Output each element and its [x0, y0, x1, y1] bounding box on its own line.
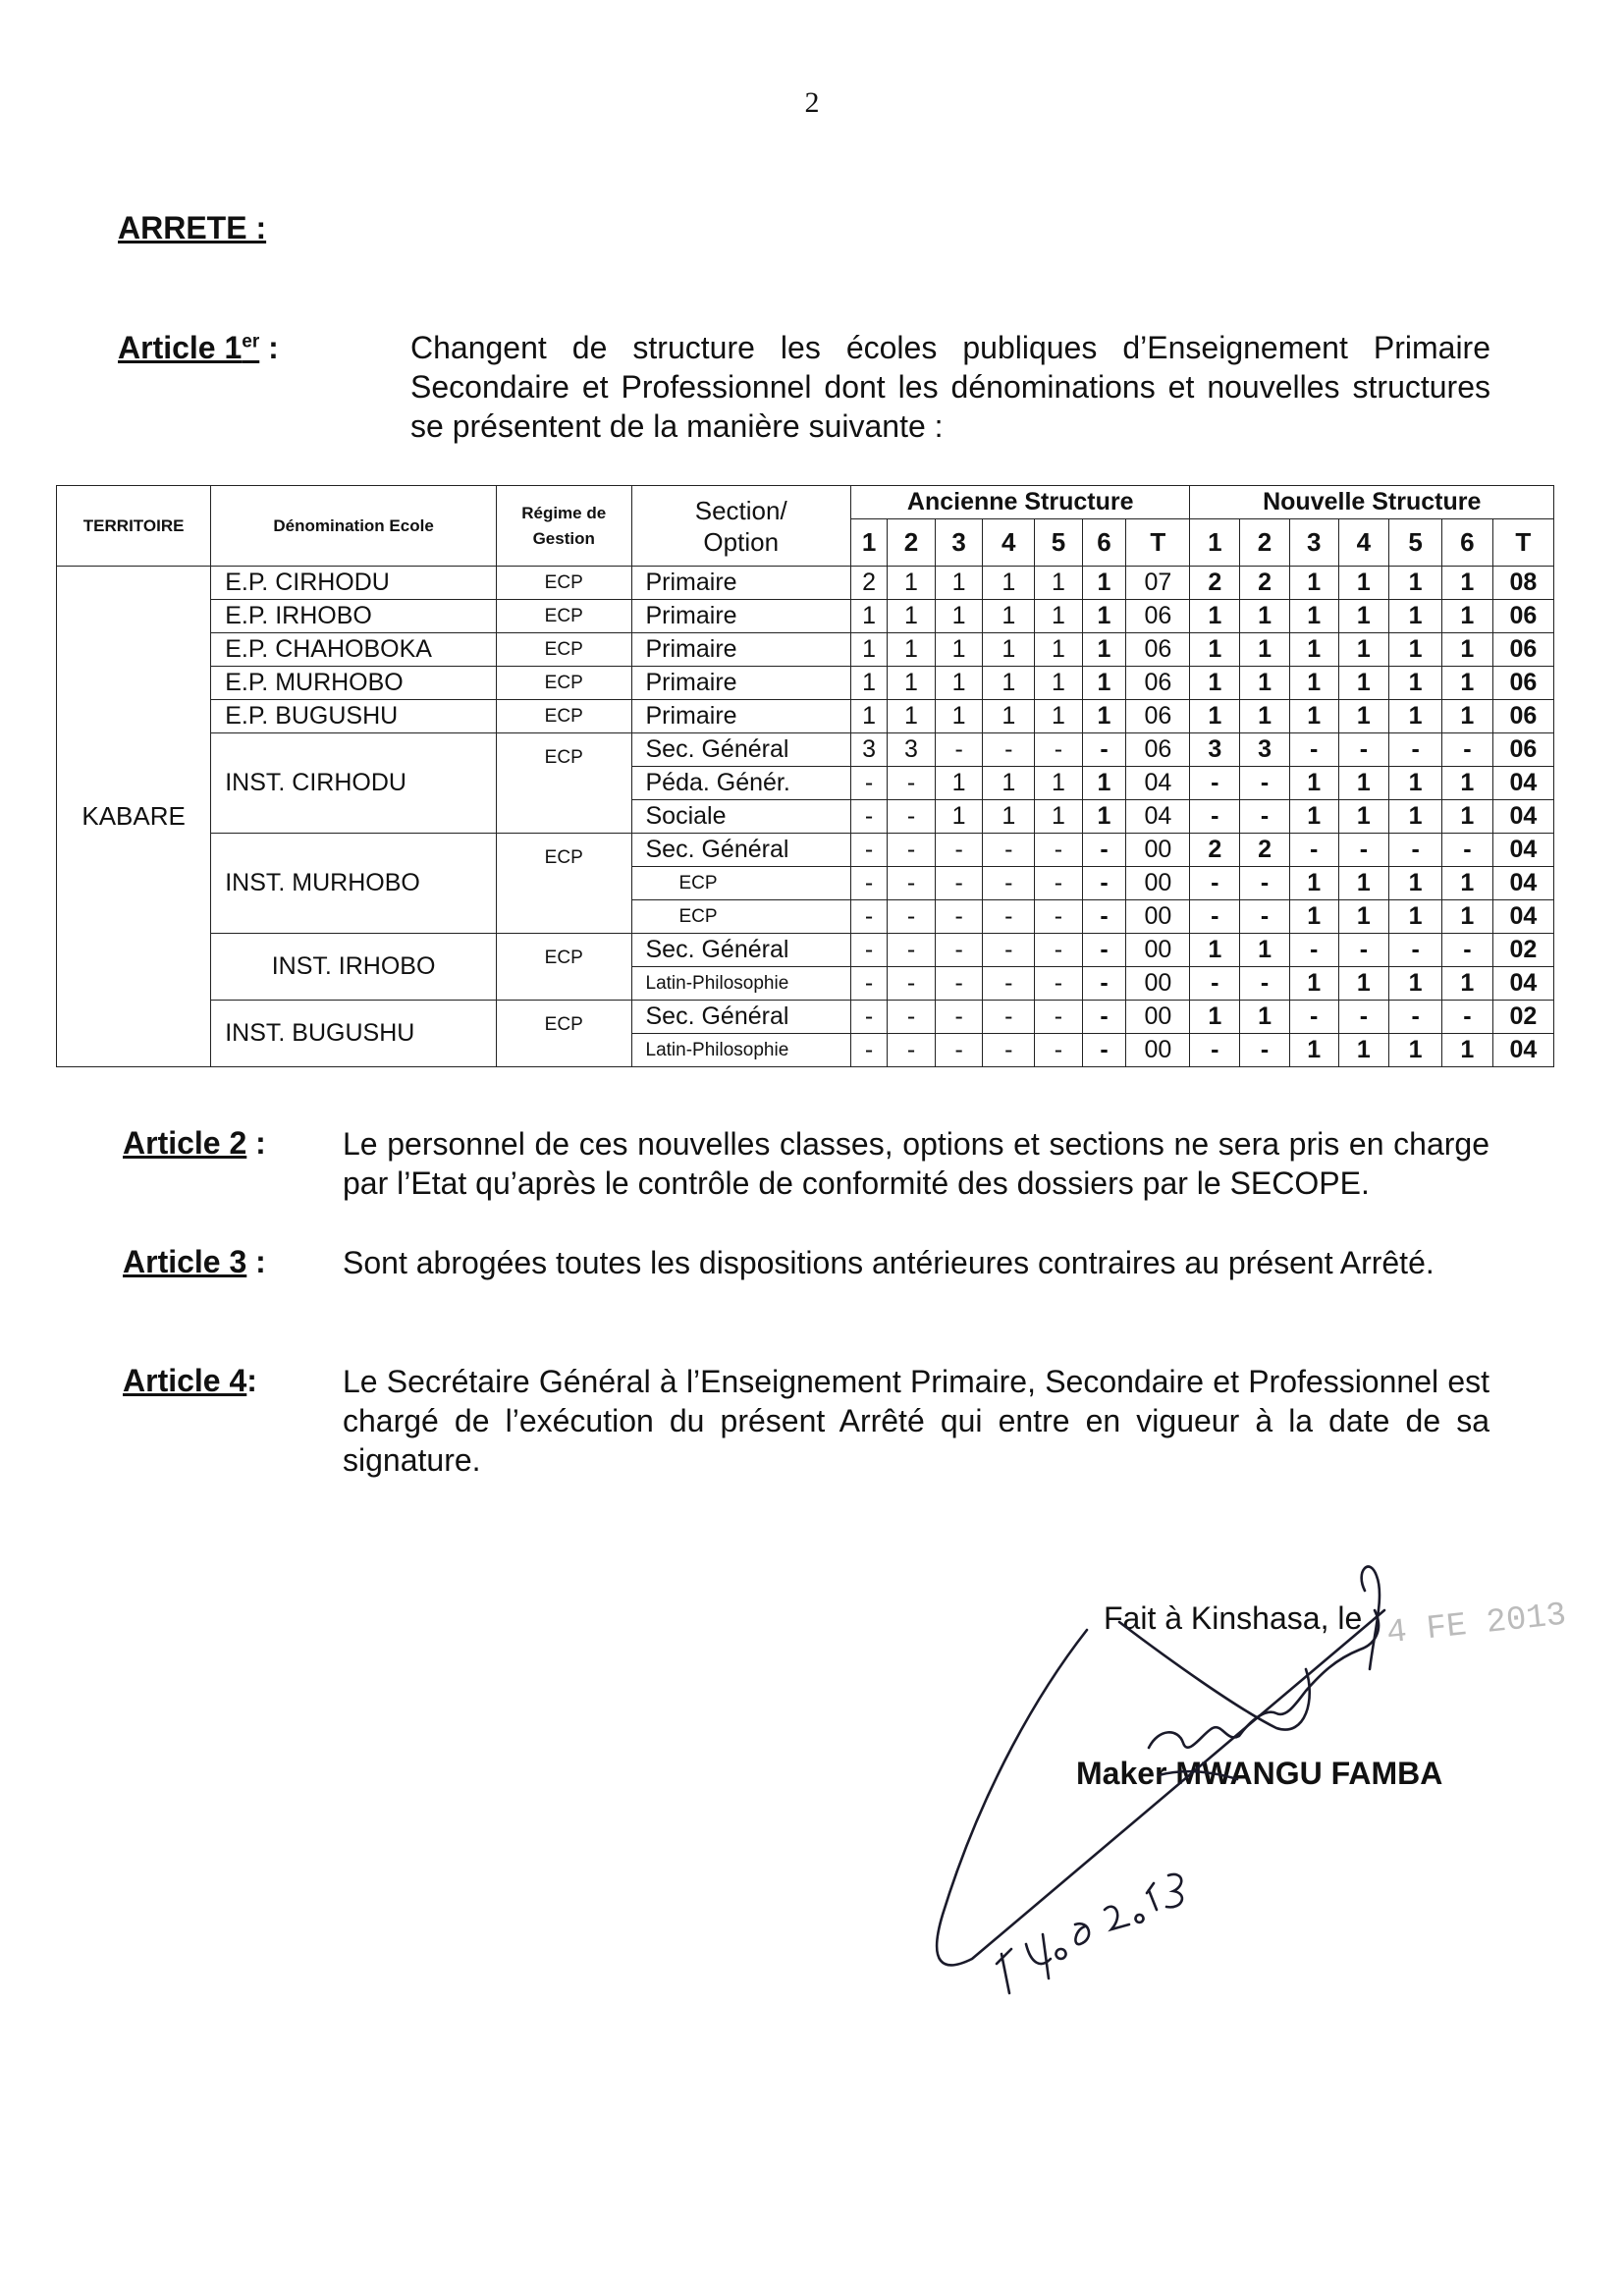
old-structure-cell: - — [850, 967, 887, 1001]
old-structure-cell: 00 — [1126, 900, 1190, 934]
new-structure-cell: 1 — [1442, 600, 1493, 633]
old-structure-cell: 3 — [850, 733, 887, 767]
old-structure-cell: 1 — [1082, 667, 1125, 700]
new-structure-cell: 1 — [1442, 967, 1493, 1001]
old-structure-cell: 1 — [1035, 767, 1083, 800]
header-ancienne-structure: Ancienne Structure — [850, 486, 1190, 519]
new-structure-cell: 1 — [1240, 700, 1290, 733]
new-structure-cell: 2 — [1240, 567, 1290, 600]
new-structure-cell: 1 — [1338, 967, 1389, 1001]
old-structure-cell: 1 — [983, 567, 1035, 600]
new-structure-cell: 1 — [1289, 867, 1338, 900]
old-structure-cell: 04 — [1126, 767, 1190, 800]
new-structure-cell: - — [1338, 834, 1389, 867]
new-structure-cell: - — [1190, 800, 1240, 834]
new-structure-cell: 06 — [1492, 600, 1553, 633]
new-structure-cell: 1 — [1442, 567, 1493, 600]
new-col-header: 5 — [1389, 519, 1442, 567]
new-structure-cell: 1 — [1389, 667, 1442, 700]
article-3-text: Sont abrogées toutes les dispositions antérieures contraires au présent Arrêté. — [343, 1245, 1435, 1280]
article-4-label: Article 4: — [123, 1363, 257, 1398]
old-structure-cell: 1 — [1035, 700, 1083, 733]
new-structure-cell: - — [1190, 967, 1240, 1001]
old-structure-cell: - — [1082, 1001, 1125, 1034]
old-structure-cell: 1 — [935, 767, 983, 800]
old-structure-cell: - — [1082, 934, 1125, 967]
new-structure-cell: 02 — [1492, 1001, 1553, 1034]
section-cell: Primaire — [631, 600, 850, 633]
new-structure-cell: 1 — [1338, 867, 1389, 900]
new-structure-cell: - — [1190, 867, 1240, 900]
old-structure-cell: 06 — [1126, 700, 1190, 733]
new-structure-cell: - — [1389, 1001, 1442, 1034]
section-cell: Sec. Général — [631, 1001, 850, 1034]
new-structure-cell: 02 — [1492, 934, 1553, 967]
old-structure-cell: 1 — [1035, 567, 1083, 600]
old-structure-cell: - — [888, 934, 936, 967]
new-structure-cell: - — [1338, 1001, 1389, 1034]
old-structure-cell: - — [935, 967, 983, 1001]
old-structure-cell: 00 — [1126, 1034, 1190, 1067]
old-structure-cell: 1 — [888, 600, 936, 633]
new-structure-cell: 1 — [1289, 767, 1338, 800]
new-structure-cell: 1 — [1338, 1034, 1389, 1067]
old-col-header: T — [1126, 519, 1190, 567]
new-structure-cell: 2 — [1240, 834, 1290, 867]
article-4-text: Le Secrétaire Général à l’Enseignement Primaire, Secondaire et Professionnel est chargé de l’exécution du présent Arrêté qui entre en vigueur à la date de sa signature. — [343, 1364, 1489, 1478]
old-structure-cell: - — [935, 934, 983, 967]
page-number: 2 — [804, 86, 820, 119]
new-structure-cell: 2 — [1190, 567, 1240, 600]
old-structure-cell: - — [850, 1001, 887, 1034]
old-structure-cell: - — [1035, 900, 1083, 934]
school-name: E.P. MURHOBO — [211, 667, 497, 700]
new-structure-cell: - — [1289, 834, 1338, 867]
school-name: INST. MURHOBO — [211, 834, 497, 934]
new-structure-cell: 1 — [1289, 800, 1338, 834]
new-structure-cell: - — [1240, 900, 1290, 934]
old-structure-cell: - — [1082, 967, 1125, 1001]
new-structure-cell: - — [1442, 934, 1493, 967]
new-col-header: 4 — [1338, 519, 1389, 567]
old-structure-cell: - — [1035, 867, 1083, 900]
new-structure-cell: 1 — [1389, 633, 1442, 667]
old-col-header: 3 — [935, 519, 983, 567]
new-structure-cell: - — [1289, 733, 1338, 767]
old-structure-cell: 1 — [1035, 633, 1083, 667]
old-structure-cell: - — [1035, 934, 1083, 967]
new-structure-cell: 1 — [1389, 800, 1442, 834]
new-col-header: 6 — [1442, 519, 1493, 567]
new-structure-cell: 1 — [1442, 667, 1493, 700]
old-structure-cell: 1 — [888, 567, 936, 600]
new-structure-cell: 1 — [1338, 633, 1389, 667]
old-structure-cell: 00 — [1126, 967, 1190, 1001]
old-col-header: 1 — [850, 519, 887, 567]
old-structure-cell: 1 — [935, 633, 983, 667]
new-structure-cell: 06 — [1492, 733, 1553, 767]
school-name: E.P. BUGUSHU — [211, 700, 497, 733]
new-structure-cell: 1 — [1190, 633, 1240, 667]
new-structure-cell: 1 — [1442, 800, 1493, 834]
old-structure-cell: - — [888, 834, 936, 867]
date-stamp: 4 FE 2013 — [1384, 1597, 1569, 1653]
old-structure-cell: - — [1082, 900, 1125, 934]
old-structure-cell: 1 — [1082, 633, 1125, 667]
old-structure-cell: 1 — [935, 567, 983, 600]
section-cell: Péda. Génér. — [631, 767, 850, 800]
old-structure-cell: 1 — [1035, 800, 1083, 834]
new-structure-cell: 1 — [1338, 600, 1389, 633]
new-structure-cell: 1 — [1190, 600, 1240, 633]
new-structure-cell: 1 — [1289, 967, 1338, 1001]
old-structure-cell: 1 — [935, 700, 983, 733]
old-structure-cell: - — [888, 1034, 936, 1067]
regime-cell: ECP — [496, 667, 631, 700]
old-structure-cell: 1 — [1082, 767, 1125, 800]
new-structure-cell: - — [1442, 1001, 1493, 1034]
old-structure-cell: 1 — [1035, 667, 1083, 700]
new-structure-cell: 1 — [1389, 600, 1442, 633]
new-structure-cell: - — [1240, 767, 1290, 800]
new-structure-cell: 1 — [1389, 900, 1442, 934]
new-structure-cell: 2 — [1190, 834, 1240, 867]
new-structure-cell: 1 — [1442, 700, 1493, 733]
new-structure-cell: 1 — [1190, 1001, 1240, 1034]
section-cell: Primaire — [631, 567, 850, 600]
section-cell: ECP — [631, 867, 850, 900]
new-structure-cell: 1 — [1190, 667, 1240, 700]
old-structure-cell: - — [850, 934, 887, 967]
new-structure-cell: 1 — [1389, 567, 1442, 600]
old-structure-cell: 1 — [888, 700, 936, 733]
regime-cell: ECP — [496, 567, 631, 600]
new-structure-cell: 04 — [1492, 900, 1553, 934]
old-structure-cell: 1 — [850, 600, 887, 633]
new-structure-cell: 1 — [1442, 1034, 1493, 1067]
header-section: Section/ Option — [631, 486, 850, 567]
old-structure-cell: 1 — [850, 700, 887, 733]
school-name: E.P. CIRHODU — [211, 567, 497, 600]
school-name: INST. CIRHODU — [211, 733, 497, 834]
old-structure-cell: 1 — [935, 600, 983, 633]
new-structure-cell: 1 — [1190, 700, 1240, 733]
new-structure-cell: - — [1389, 934, 1442, 967]
old-structure-cell: - — [850, 800, 887, 834]
old-structure-cell: 1 — [850, 633, 887, 667]
new-structure-cell: 1 — [1442, 633, 1493, 667]
new-structure-cell: - — [1389, 733, 1442, 767]
new-structure-cell: 1 — [1389, 967, 1442, 1001]
old-structure-cell: 06 — [1126, 733, 1190, 767]
old-structure-cell: - — [1035, 967, 1083, 1001]
regime-cell: ECP — [496, 733, 631, 834]
new-structure-cell: 1 — [1289, 600, 1338, 633]
old-structure-cell: - — [983, 867, 1035, 900]
old-structure-cell: - — [850, 900, 887, 934]
old-structure-cell: - — [935, 1001, 983, 1034]
old-structure-cell: 00 — [1126, 934, 1190, 967]
old-structure-cell: - — [850, 867, 887, 900]
old-structure-cell: - — [888, 800, 936, 834]
old-structure-cell: - — [888, 900, 936, 934]
new-structure-cell: 1 — [1240, 1001, 1290, 1034]
old-structure-cell: 06 — [1126, 600, 1190, 633]
school-name: E.P. CHAHOBOKA — [211, 633, 497, 667]
old-structure-cell: - — [1035, 1001, 1083, 1034]
new-structure-cell: 1 — [1240, 633, 1290, 667]
old-structure-cell: - — [983, 967, 1035, 1001]
old-col-header: 2 — [888, 519, 936, 567]
new-col-header: 1 — [1190, 519, 1240, 567]
article-1-label: Article 1er : — [118, 330, 279, 365]
new-structure-cell: 1 — [1289, 567, 1338, 600]
new-structure-cell: 1 — [1338, 800, 1389, 834]
new-structure-cell: 1 — [1240, 934, 1290, 967]
old-structure-cell: 1 — [983, 633, 1035, 667]
new-structure-cell: 04 — [1492, 800, 1553, 834]
old-structure-cell: 1 — [983, 767, 1035, 800]
old-col-header: 5 — [1035, 519, 1083, 567]
old-structure-cell: - — [888, 767, 936, 800]
new-structure-cell: 1 — [1338, 700, 1389, 733]
old-structure-cell: - — [1082, 733, 1125, 767]
old-structure-cell: 1 — [935, 800, 983, 834]
new-structure-cell: - — [1389, 834, 1442, 867]
old-structure-cell: - — [1082, 1034, 1125, 1067]
new-structure-cell: - — [1240, 800, 1290, 834]
old-structure-cell: 1 — [1035, 600, 1083, 633]
decree-heading: ARRETE : — [118, 210, 267, 245]
section-cell: Sec. Général — [631, 934, 850, 967]
section-cell: Sec. Général — [631, 834, 850, 867]
new-structure-cell: 1 — [1389, 767, 1442, 800]
old-structure-cell: 1 — [888, 633, 936, 667]
new-structure-cell: 1 — [1338, 767, 1389, 800]
old-structure-cell: 06 — [1126, 667, 1190, 700]
old-structure-cell: - — [1035, 1034, 1083, 1067]
new-structure-cell: 1 — [1442, 767, 1493, 800]
old-structure-cell: 2 — [850, 567, 887, 600]
new-structure-cell: 1 — [1389, 700, 1442, 733]
section-cell: Latin-Philosophie — [631, 967, 850, 1001]
section-cell: Primaire — [631, 667, 850, 700]
new-structure-cell: 1 — [1240, 667, 1290, 700]
old-structure-cell: - — [888, 967, 936, 1001]
new-structure-cell: - — [1190, 767, 1240, 800]
new-structure-cell: 1 — [1240, 600, 1290, 633]
new-col-header: 3 — [1289, 519, 1338, 567]
old-col-header: 4 — [983, 519, 1035, 567]
new-structure-cell: 1 — [1338, 900, 1389, 934]
article-2-text: Le personnel de ces nouvelles classes, options et sections ne sera pris en charge par l’Etat qu’après le contrôle de conformité des dossiers par le SECOPE. — [343, 1126, 1489, 1201]
new-structure-cell: 1 — [1289, 633, 1338, 667]
new-structure-cell: 04 — [1492, 767, 1553, 800]
old-structure-cell: - — [850, 767, 887, 800]
new-structure-cell: - — [1338, 934, 1389, 967]
new-structure-cell: - — [1240, 867, 1290, 900]
new-structure-cell: 1 — [1338, 567, 1389, 600]
new-structure-cell: - — [1289, 1001, 1338, 1034]
old-structure-cell: 00 — [1126, 834, 1190, 867]
territory-cell: KABARE — [57, 567, 211, 1067]
old-structure-cell: 1 — [888, 667, 936, 700]
new-structure-cell: - — [1240, 1034, 1290, 1067]
old-structure-cell: 1 — [983, 667, 1035, 700]
old-structure-cell: 00 — [1126, 867, 1190, 900]
old-structure-cell: - — [935, 900, 983, 934]
new-structure-cell: - — [1442, 834, 1493, 867]
new-structure-cell: 1 — [1442, 900, 1493, 934]
old-structure-cell: - — [983, 1034, 1035, 1067]
regime-cell: ECP — [496, 934, 631, 1001]
old-structure-cell: 1 — [850, 667, 887, 700]
regime-cell: ECP — [496, 700, 631, 733]
signatory-name: Maker MWANGU FAMBA — [1076, 1756, 1443, 1791]
old-structure-cell: 3 — [888, 733, 936, 767]
article-3-label: Article 3 : — [123, 1244, 266, 1279]
old-structure-cell: 1 — [983, 700, 1035, 733]
old-structure-cell: 1 — [1082, 600, 1125, 633]
old-structure-cell: 1 — [983, 600, 1035, 633]
new-structure-cell: 1 — [1289, 1034, 1338, 1067]
header-territoire: TERRITOIRE — [57, 486, 211, 567]
old-structure-cell: 1 — [1082, 700, 1125, 733]
new-structure-cell: - — [1289, 934, 1338, 967]
old-structure-cell: 1 — [935, 667, 983, 700]
section-cell: Sec. Général — [631, 733, 850, 767]
new-structure-cell: 1 — [1442, 867, 1493, 900]
old-structure-cell: - — [1082, 867, 1125, 900]
old-structure-cell: 00 — [1126, 1001, 1190, 1034]
regime-cell: ECP — [496, 834, 631, 934]
regime-cell: ECP — [496, 633, 631, 667]
section-cell: ECP — [631, 900, 850, 934]
old-structure-cell: - — [935, 867, 983, 900]
new-structure-cell: - — [1442, 733, 1493, 767]
old-structure-cell: - — [935, 1034, 983, 1067]
section-cell: Latin-Philosophie — [631, 1034, 850, 1067]
school-name: INST. BUGUSHU — [211, 1001, 497, 1067]
old-structure-cell: 1 — [983, 800, 1035, 834]
new-structure-cell: 1 — [1190, 934, 1240, 967]
new-structure-cell: 1 — [1338, 667, 1389, 700]
new-structure-cell: 04 — [1492, 1034, 1553, 1067]
old-structure-cell: 04 — [1126, 800, 1190, 834]
old-col-header: 6 — [1082, 519, 1125, 567]
school-name: E.P. IRHOBO — [211, 600, 497, 633]
new-structure-cell: 1 — [1389, 1034, 1442, 1067]
header-regime: Régime de Gestion — [496, 486, 631, 567]
new-structure-cell: 1 — [1289, 900, 1338, 934]
new-structure-cell: 04 — [1492, 967, 1553, 1001]
old-structure-cell: - — [1035, 834, 1083, 867]
new-structure-cell: 06 — [1492, 700, 1553, 733]
old-structure-cell: - — [983, 733, 1035, 767]
old-structure-cell: 07 — [1126, 567, 1190, 600]
old-structure-cell: - — [888, 867, 936, 900]
regime-cell: ECP — [496, 1001, 631, 1067]
new-structure-cell: 3 — [1240, 733, 1290, 767]
old-structure-cell: - — [1082, 834, 1125, 867]
new-structure-cell: 08 — [1492, 567, 1553, 600]
new-structure-cell: 04 — [1492, 867, 1553, 900]
old-structure-cell: - — [983, 1001, 1035, 1034]
new-structure-cell: 06 — [1492, 633, 1553, 667]
new-structure-cell: 3 — [1190, 733, 1240, 767]
new-structure-cell: 1 — [1389, 867, 1442, 900]
old-structure-cell: - — [983, 834, 1035, 867]
new-structure-cell: - — [1240, 967, 1290, 1001]
regime-cell: ECP — [496, 600, 631, 633]
new-structure-cell: 1 — [1289, 700, 1338, 733]
new-structure-cell: - — [1190, 1034, 1240, 1067]
new-structure-cell: 1 — [1289, 667, 1338, 700]
new-col-header: T — [1492, 519, 1553, 567]
new-structure-cell: 06 — [1492, 667, 1553, 700]
header-nouvelle-structure: Nouvelle Structure — [1190, 486, 1554, 519]
old-structure-cell: - — [935, 834, 983, 867]
header-denomination: Dénomination Ecole — [211, 486, 497, 567]
new-structure-cell: - — [1190, 900, 1240, 934]
old-structure-cell: 1 — [1082, 567, 1125, 600]
article-2-label: Article 2 : — [123, 1125, 266, 1161]
section-cell: Primaire — [631, 633, 850, 667]
old-structure-cell: - — [850, 1034, 887, 1067]
old-structure-cell: - — [935, 733, 983, 767]
new-col-header: 2 — [1240, 519, 1290, 567]
new-structure-cell: 04 — [1492, 834, 1553, 867]
old-structure-cell: - — [850, 834, 887, 867]
old-structure-cell: 1 — [1082, 800, 1125, 834]
old-structure-cell: - — [888, 1001, 936, 1034]
signature-place: Fait à Kinshasa, le — [1104, 1600, 1363, 1636]
section-cell: Primaire — [631, 700, 850, 733]
article-1-text: Changent de structure les écoles publiques d’Enseignement Primaire Secondaire et Professionnel dont les dénominations et nouvelles structures se présentent de la manière suivante : — [410, 330, 1490, 444]
old-structure-cell: - — [983, 934, 1035, 967]
old-structure-cell: 06 — [1126, 633, 1190, 667]
old-structure-cell: - — [983, 900, 1035, 934]
old-structure-cell: - — [1035, 733, 1083, 767]
section-cell: Sociale — [631, 800, 850, 834]
new-structure-cell: - — [1338, 733, 1389, 767]
school-name: INST. IRHOBO — [211, 934, 497, 1001]
